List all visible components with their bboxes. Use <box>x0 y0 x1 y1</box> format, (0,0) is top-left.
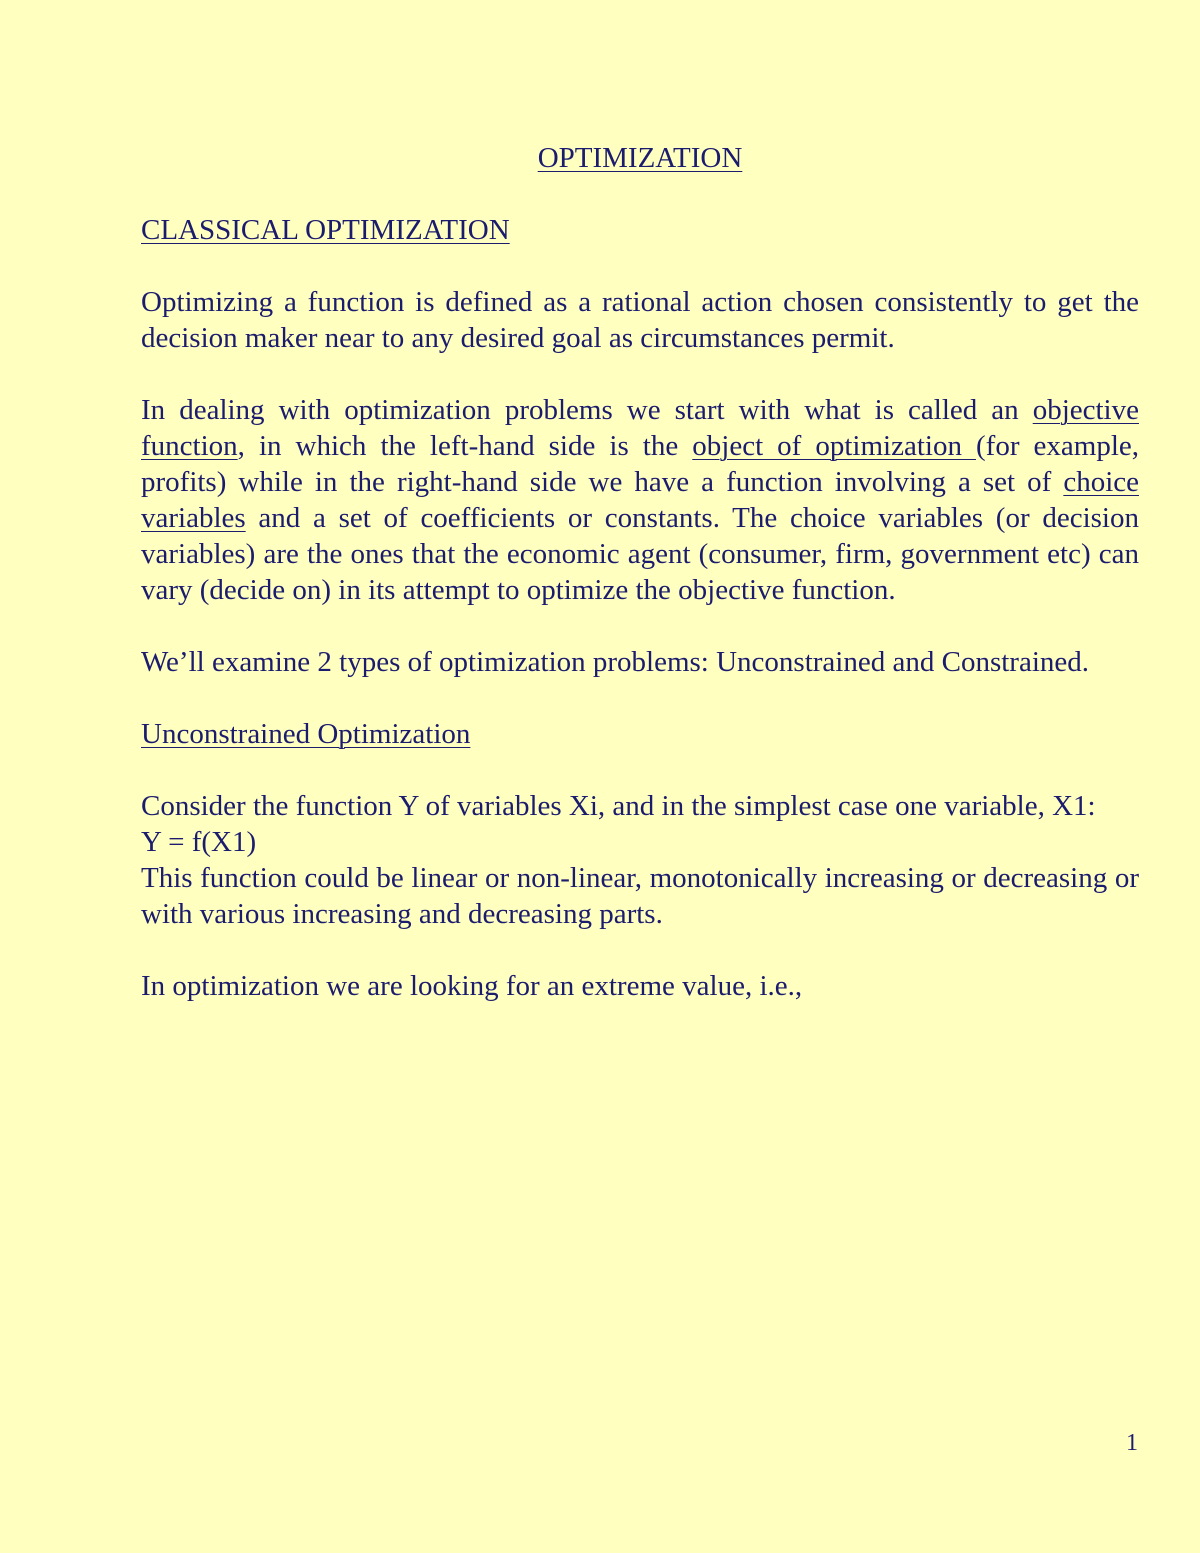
term-choice-variables: choice variables <box>141 466 1139 534</box>
paragraph-function-shape: This function could be linear or non-linear, monotonically increasing or decreasing or with various increasing and decreasing parts. <box>141 862 1139 930</box>
term-objective-function: objective function <box>141 394 1139 462</box>
paragraph-definition: Optimizing a function is defined as a rational action chosen consistently to get the decision maker near to any desired goal as circumstances permit. <box>141 286 1139 354</box>
section-heading: CLASSICAL OPTIMIZATION <box>141 214 510 246</box>
paragraph-objective-function: In dealing with optimization problems we start with what is called an objective function, in which the left-hand side is the object of optimization (for example, profits) while in the right-hand side we have a function involving a set of choice variables and a set of coefficients or constants. The choice variables (or decision variables) are the ones that the economic agent (consumer, firm, government etc) can vary (decide on) in its attempt to optimize the objective function. <box>141 394 1139 606</box>
page-number: 1 <box>1126 1430 1138 1456</box>
paragraph-problem-types: We’ll examine 2 types of optimization problems: Unconstrained and Constrained. <box>141 646 1089 678</box>
paragraph-extreme-value: In optimization we are looking for an extreme value, i.e., <box>141 970 803 1002</box>
document-title: OPTIMIZATION <box>537 142 743 174</box>
equation-line: Y = f(X1) <box>141 826 257 858</box>
document-page <box>141 140 1139 1004</box>
term-object-of-optimization: object of optimization <box>692 430 976 462</box>
paragraph-consider-function: Consider the function Y of variables Xi, and in the simplest case one variable, X1: <box>141 790 1096 822</box>
subsection-heading: Unconstrained Optimization <box>141 718 471 750</box>
